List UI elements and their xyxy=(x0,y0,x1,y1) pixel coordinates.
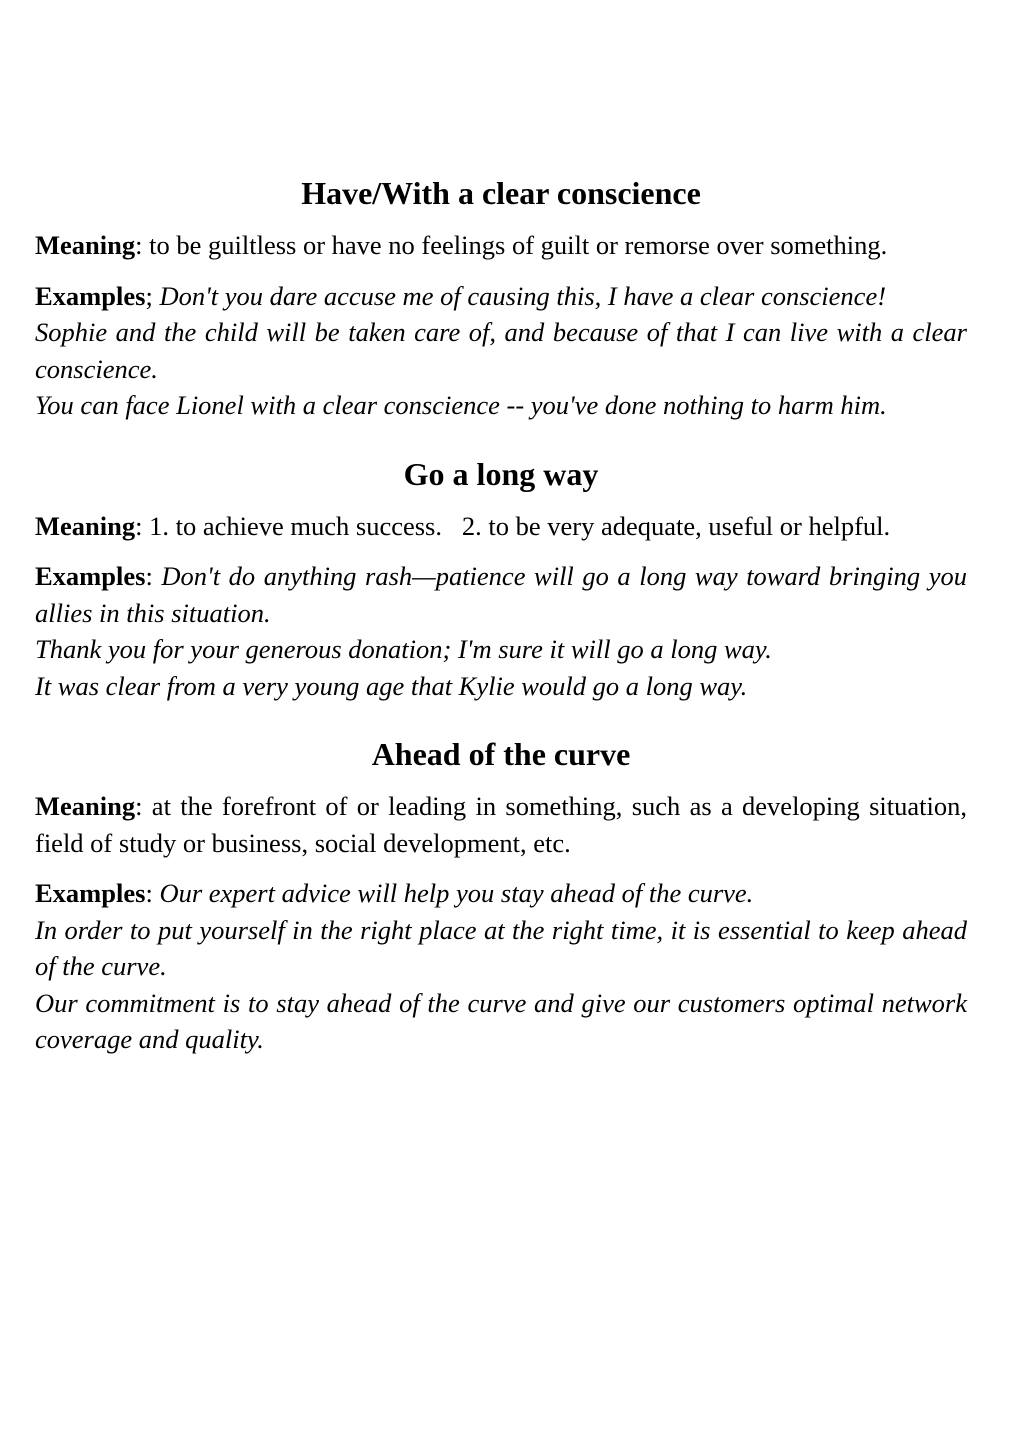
examples-separator: ; xyxy=(145,280,153,311)
meaning-text: 1. to achieve much success. 2. to be very adequate, useful or helpful. xyxy=(142,510,891,541)
examples-label: Examples xyxy=(35,878,146,908)
meaning-paragraph xyxy=(35,788,967,861)
examples-paragraph xyxy=(35,278,967,424)
examples-label: Examples xyxy=(35,561,146,591)
idiom-entry-go-a-long-way xyxy=(35,454,967,705)
idiom-title: Ahead of the curve xyxy=(371,736,631,772)
example-sentence: Our commitment is to stay ahead of the curve and give our customers optimal network coverage and quality. xyxy=(35,987,967,1054)
meaning-label: Meaning xyxy=(35,230,136,260)
example-sentence: Don't do anything rash—patience will go a long way toward bringing you allies in this situation. xyxy=(35,561,967,628)
examples-label: Examples xyxy=(35,280,146,311)
examples-paragraph xyxy=(35,875,967,1058)
idiom-title: Have/With a clear conscience xyxy=(301,175,701,211)
meaning-paragraph xyxy=(35,508,967,545)
meaning-separator: : xyxy=(135,510,143,541)
example-sentence: Our expert advice will help you stay ahead of the curve. xyxy=(159,878,754,908)
meaning-separator: : xyxy=(135,230,143,260)
examples-separator: : xyxy=(145,878,153,908)
example-sentence: You can face Lionel with a clear conscience -- you've done nothing to harm him. xyxy=(35,390,887,420)
example-sentence: It was clear from a very young age that Kylie would go a long way. xyxy=(35,670,748,701)
meaning-paragraph xyxy=(35,227,967,264)
example-sentence: Thank you for your generous donation; I'm sure it will go a long way. xyxy=(35,634,772,664)
examples-separator: : xyxy=(145,561,153,591)
document-page xyxy=(35,173,967,1058)
examples-paragraph xyxy=(35,558,967,704)
idiom-title: Go a long way xyxy=(403,455,599,492)
example-sentence: In order to put yourself in the right place at the right time, it is essential to keep ahead of the curve. xyxy=(35,914,967,981)
idiom-entry-ahead-of-the-curve xyxy=(35,734,967,1058)
meaning-separator: : xyxy=(135,791,143,821)
meaning-text: at the forefront of or leading in something, such as a developing situation, field of study or business, social development, etc. xyxy=(35,791,967,858)
meaning-label: Meaning xyxy=(35,510,136,541)
meaning-label: Meaning xyxy=(35,791,136,821)
example-sentence: Don't you dare accuse me of causing this, I have a clear conscience! xyxy=(159,280,887,311)
idiom-entry-clear-conscience xyxy=(35,173,967,424)
example-sentence: Sophie and the child will be taken care of, and because of that I can live with a clear conscience. xyxy=(35,317,967,384)
meaning-text: to be guiltless or have no feelings of guilt or remorse over something. xyxy=(142,230,888,260)
